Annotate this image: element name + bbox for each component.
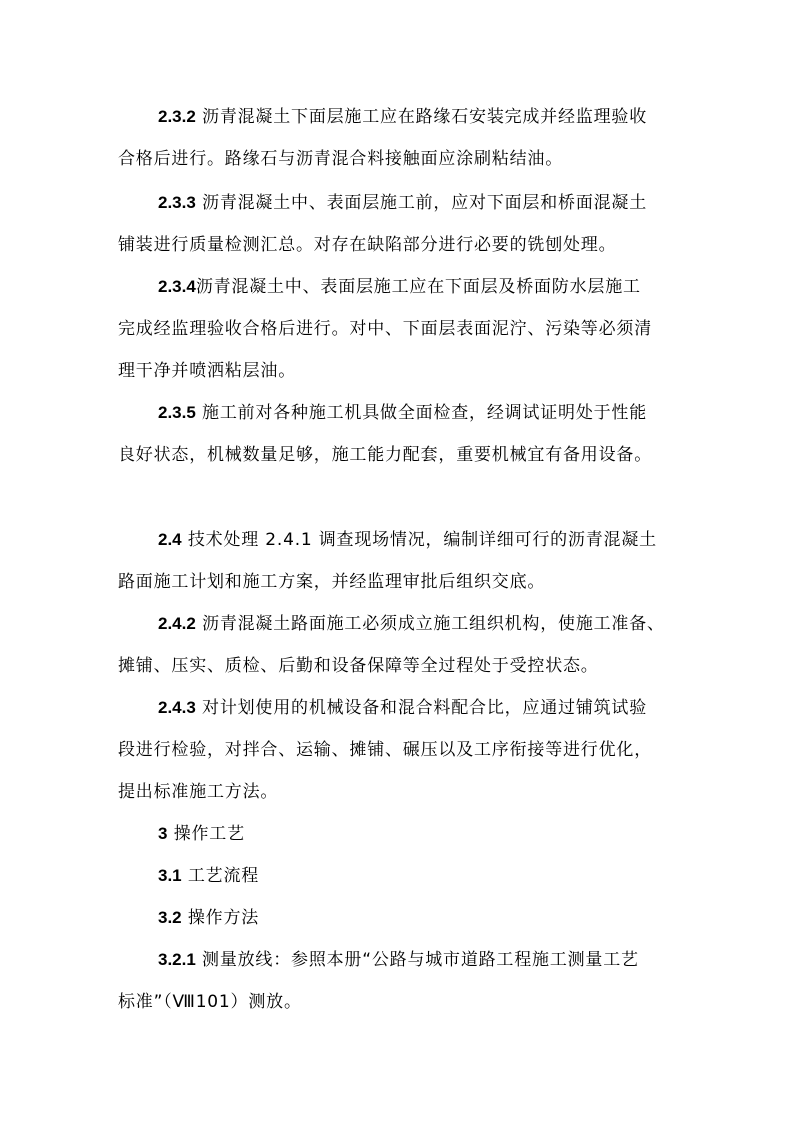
paragraph-2-3-2: [118, 96, 678, 180]
paragraph-line: [118, 182, 678, 224]
paragraph-line: 理干净并喷洒粘层油。: [118, 361, 296, 381]
paragraph-line: [118, 392, 678, 434]
line-text: 对计划使用的机械设备和混合料配合比，应通过铺筑试验: [202, 698, 648, 718]
paragraph-line: 路面施工计划和施工方案，并经监理审批后组织交底。: [118, 572, 546, 592]
line-text: 施工前对各种施工机具做全面检查，经调试证明处于性能: [202, 403, 648, 423]
paragraph-line: [118, 855, 678, 897]
line-text: 操作方法: [187, 908, 260, 928]
line-text: 工艺流程: [187, 866, 260, 886]
paragraph-2-4: [118, 519, 678, 603]
paragraph-line: 标准”（Ⅷ101）测放。: [118, 992, 302, 1012]
paragraph-line: [118, 687, 678, 729]
heading-3: [118, 813, 678, 855]
paragraph-line: [118, 603, 678, 645]
section-number: 3.2.1: [158, 950, 196, 969]
paragraph-line: 提出标准施工方法。: [118, 782, 279, 802]
section-number: 2.4: [158, 530, 182, 549]
section-number: 3.1: [158, 866, 182, 885]
paragraph-2-3-4: [118, 266, 678, 392]
section-number: 3.2: [158, 908, 182, 927]
section-number: 2.3.2: [158, 107, 196, 126]
paragraph-line: 合格后进行。路缘石与沥青混合料接触面应涂刷粘结油。: [118, 149, 563, 169]
paragraph-line: [118, 939, 678, 981]
paragraph-line: [118, 96, 678, 138]
paragraph-line: [118, 519, 678, 561]
line-text: 沥青混凝土中、表面层施工前，应对下面层和桥面混凝土: [202, 193, 648, 213]
paragraph-line: [118, 813, 678, 855]
paragraph-line: 摊铺、压实、质检、后勤和设备保障等全过程处于受控状态。: [118, 656, 599, 676]
heading-3-1: [118, 855, 678, 897]
paragraph-2-3-3: [118, 182, 678, 266]
section-number: 2.4.2: [158, 614, 196, 633]
section-number: 2.3.4: [158, 277, 196, 296]
paragraph-line: [118, 266, 678, 308]
paragraph-line: 良好状态，机械数量足够，施工能力配套，重要机械宜有备用设备。: [118, 445, 652, 465]
line-text: 沥青混凝土下面层施工应在路缘石安装完成并经监理验收: [202, 107, 648, 127]
paragraph-line: 铺装进行质量检测汇总。对存在缺陷部分进行必要的铣刨处理。: [118, 235, 617, 255]
line-text: 沥青混凝土中、表面层施工应在下面层及桥面防水层施工: [195, 277, 641, 297]
paragraph-line: 完成经监理验收合格后进行。对中、下面层表面泥泞、污染等必须清: [118, 319, 652, 339]
line-text: 技术处理 2.4.1 调查现场情况，编制详细可行的沥青混凝土: [187, 530, 657, 550]
line-text: 沥青混凝土路面施工必须成立施工组织机构，使施工准备、: [202, 614, 665, 634]
section-number: 2.3.5: [158, 403, 196, 422]
paragraph-line: [118, 897, 678, 939]
paragraph-2-4-2: [118, 603, 678, 687]
section-number: 2.4.3: [158, 698, 196, 717]
paragraph-2-4-3: [118, 687, 678, 813]
paragraph-line: 段进行检验，对拌合、运输、摊铺、碾压以及工序衔接等进行优化，: [118, 740, 652, 760]
paragraph-2-3-5: [118, 392, 678, 476]
section-number: 2.3.3: [158, 193, 196, 212]
paragraph-3-2-1: [118, 939, 678, 1023]
line-text: 操作工艺: [173, 824, 245, 844]
section-number: 3: [158, 824, 168, 843]
heading-3-2: [118, 897, 678, 939]
line-text: 测量放线：参照本册“公路与城市道路工程施工测量工艺: [202, 950, 639, 970]
